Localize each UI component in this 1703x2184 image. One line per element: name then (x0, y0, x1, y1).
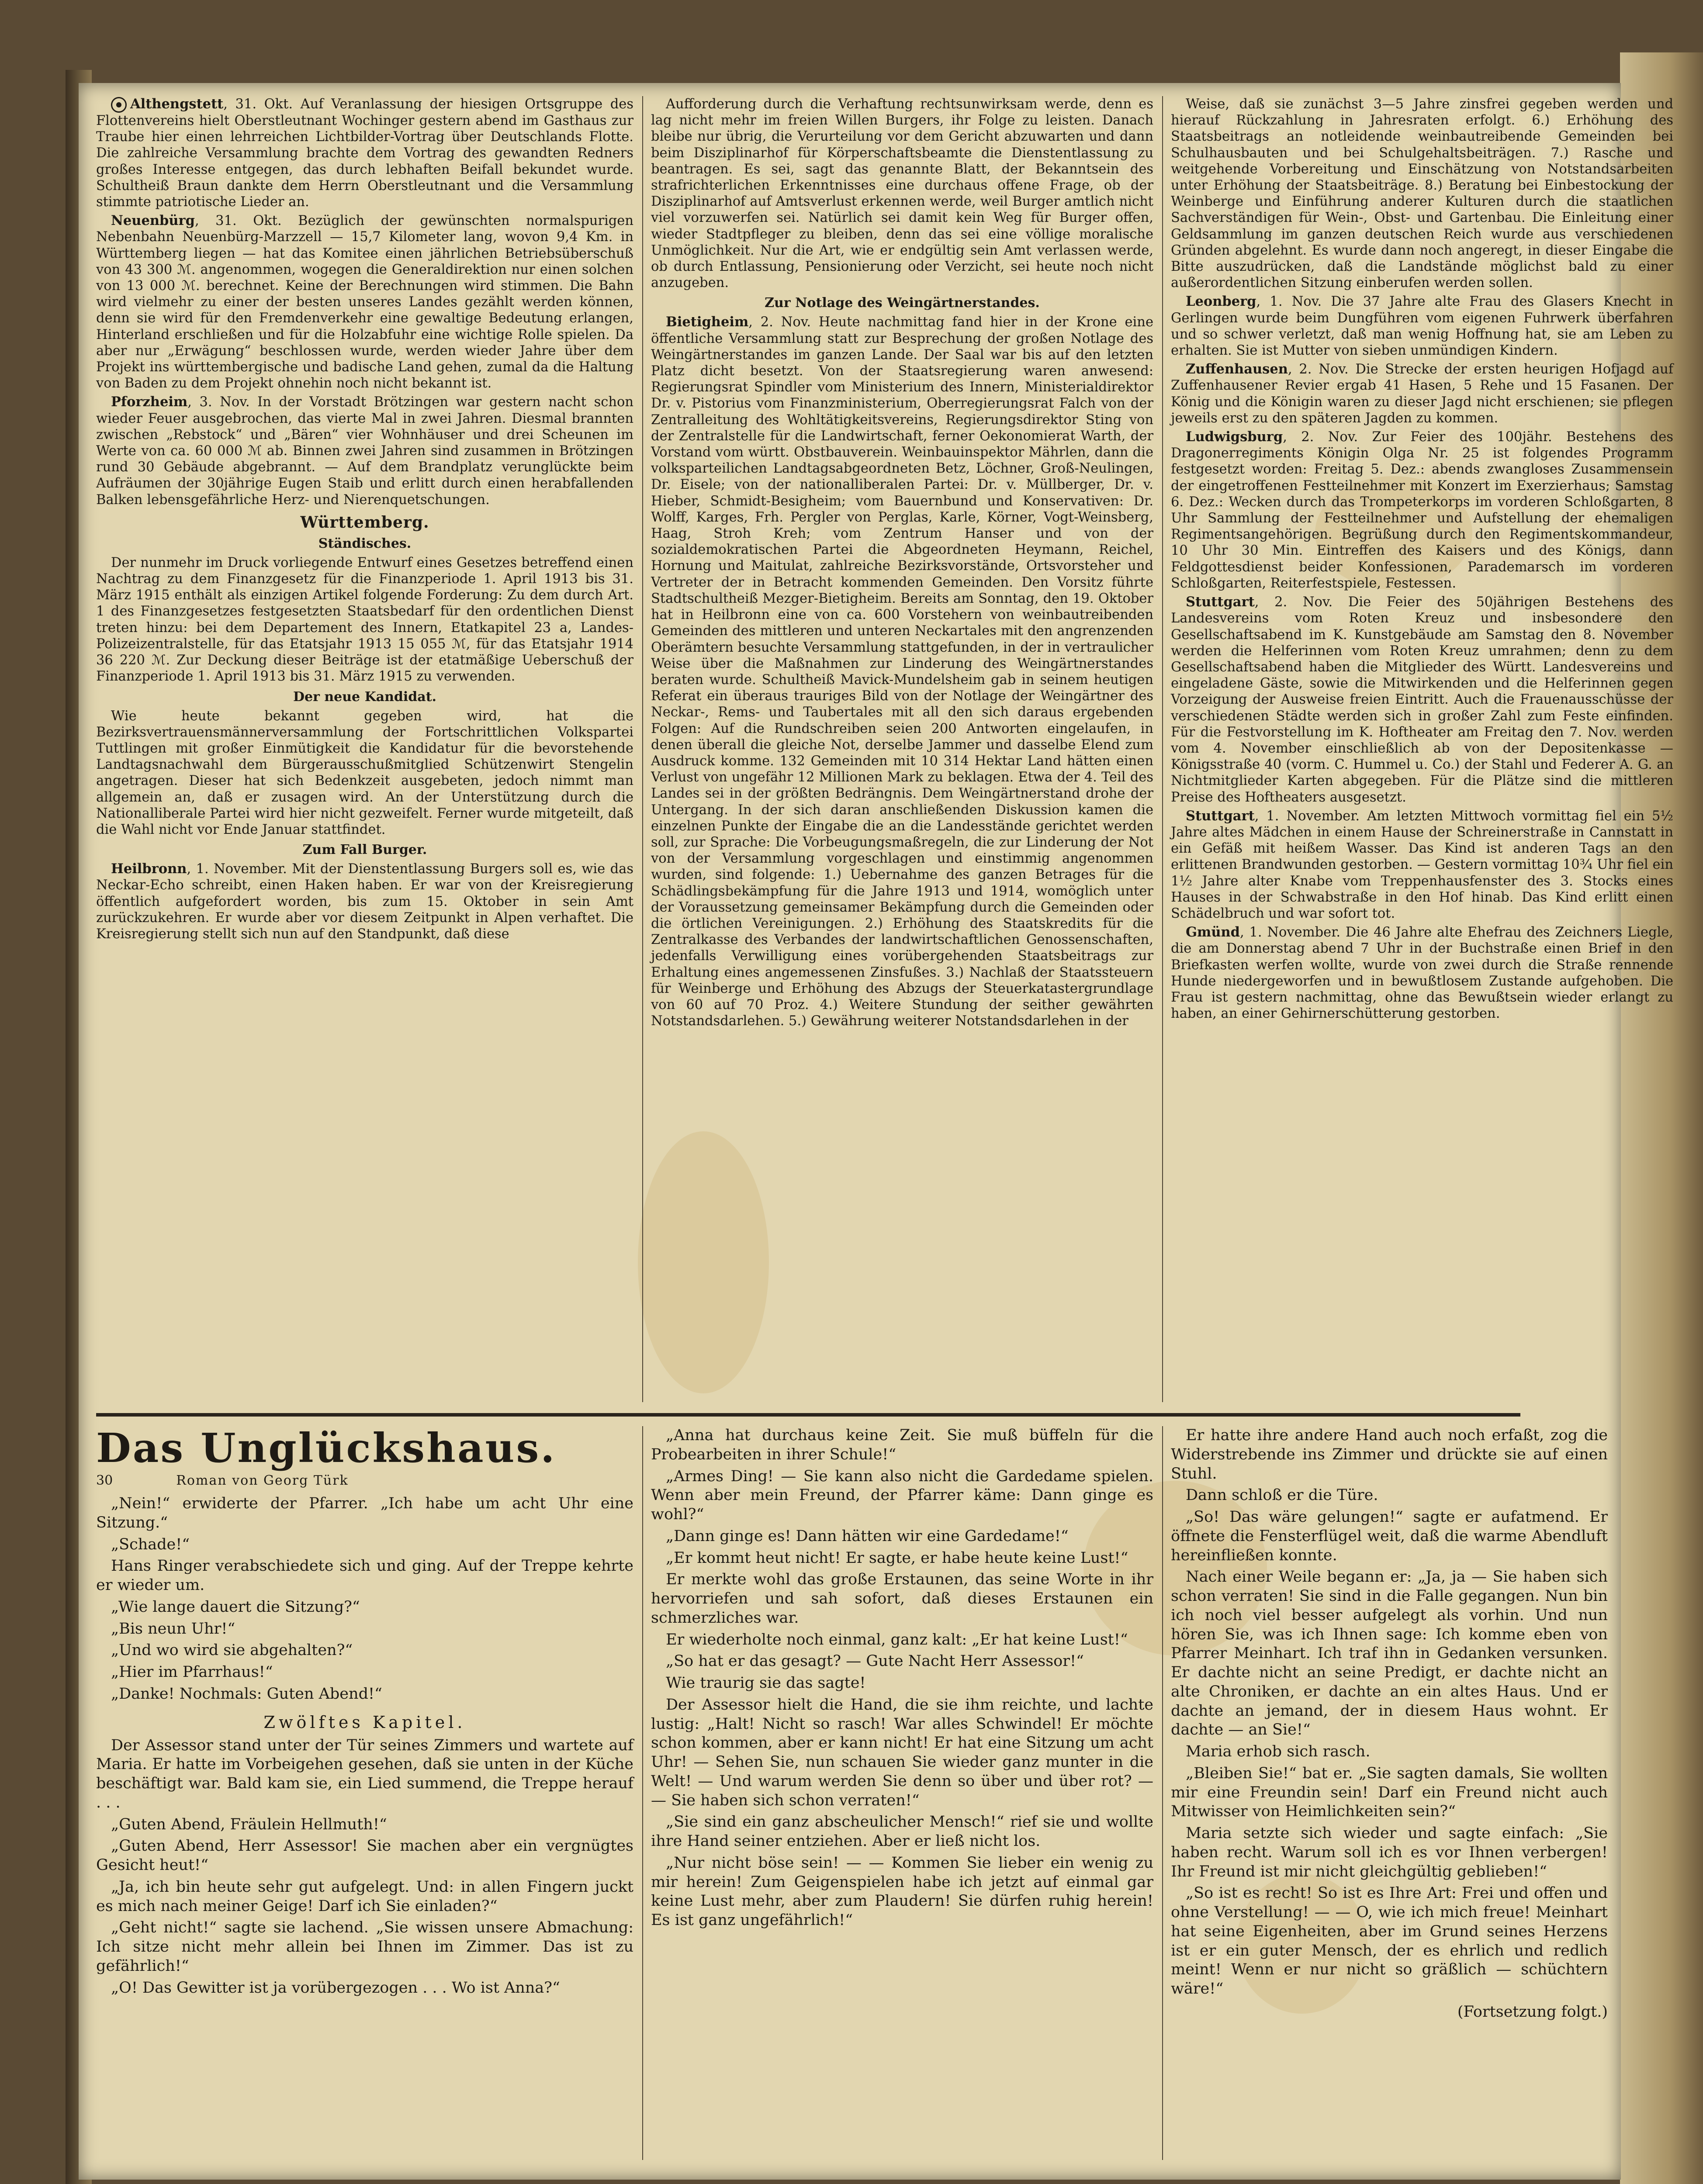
column-rule (1162, 96, 1163, 1402)
news-text: , 2. Nov. Die Feier des 50jährigen Bestehens des Landesvereins vom Roten Kreuz und insbesondere den Gesellschaftsabend im K. Kunstgebäude am Samstag den 8. November werden die Helferinnen vom Roten Kreuz umrahmen; denn zu dem Gesellschaftsabend haben die Mitglieder des Württ. Landesvereins und eingeladene Gäste, sowie die Mitwirkenden und die Helferinnen gegen Vorzeigung der Ausweise freien Eintritt. Auch die Frauenausschüsse der verschiedenen Städte werden sich in großer Zahl zum Feste einfinden. Für die Festvorstellung im K. Hoftheater am Freitag den 7. Nov. werden vom 4. November einschließlich ab von der Depositenkasse — Königsstraße 40 (vorm. C. Hummel u. Co.) der Stahl und Federer A. G. an Nichtmitglieder Karten abgegeben. Für die Plätze sind die mittleren Preise des Hoftheaters ausgesetzt. (1171, 594, 1673, 805)
news-item: Der nunmehr im Druck vorliegende Entwurf eines Gesetzes betreffend einen Nachtrag zu dem Finanzgesetz für die Finanzperiode 1. April 1913 bis 31. März 1915 enthält als einzigen Artikel folgende Forderung: Zu dem durch Art. 1 des Finanzgesetzes festgesetzten Staatsbedarf für den ordentlichen Dienst treten hinzu: bei dem Departement des Innern, Etatkapitel 23 a, Landes-Polizeizentralstelle, für das Etatsjahr 1913 15 055 ℳ, für das Etatsjahr 1914 36 220 ℳ. Zur Deckung dieser Beiträge ist der etatmäßige Ueberschuß der Finanzperiode 1. April 1913 bis 31. März 1915 zu verwenden. (96, 555, 633, 684)
newspaper-page (79, 83, 1673, 2180)
news-item: Aufforderung durch die Verhaftung rechtsunwirksam werde, denn es lag nicht mehr im freien Willen Burgers, ihr Folge zu leisten. Danach bleibe nur übrig, die Verurteilung vor dem Gericht abzuwarten und dann beim Disziplinarhof für Körperschaftsbeamte die Dienstentlassung zu beantragen. Es sei, sagt das genannte Blatt, der Bekanntsein des strafrichterlichen Erkenntnisses eine durchaus offene Frage, ob der Disziplinarhof auf Amtsverlust erkennen werde, weil Burger amtlich nicht viel vorzuwerfen sei. Natürlich sei damit kein Weg für Burger offen, wieder Stadtpfleger zu bleiben, denn das sei eine völlige moralische Unmöglichkeit. Nur die Art, wie er endgültig sein Amt verlassen werde, ob durch Entlassung, Pensionierung oder Verzicht, sei heute noch nicht anzugeben. (651, 97, 1153, 291)
place-name: Heilbronn (111, 861, 187, 877)
story-paragraph: „Nein!“ erwiderte der Pfarrer. „Ich habe um acht Uhr eine Sitzung.“ (96, 1495, 633, 1531)
story-paragraph: „Armes Ding! — Sie kann also nicht die Gardedame spielen. Wenn aber mein Freund, der Pfarrer käme: Dann ginge es wohl?“ (651, 1467, 1153, 1523)
place-name: Leonberg (1186, 294, 1256, 310)
story-paragraph: Wie traurig sie das sagte! (666, 1674, 866, 1692)
news-text: , 1. November. Am letzten Mittwoch vormittag fiel ein 5½ Jahre altes Mädchen in einem Hause der Schreinerstraße in Cannstatt in ein Gefäß mit heißem Wasser. Das Kind ist anderen Tags an den erlittenen Brandwunden gestorben. — Gestern vormittag 10¾ Uhr fiel ein 1½ Jahre alter Knabe vom Treppenhausfenster des 3. Stocks eines Hauses in der Schwabstraße in den Hof hinab. Das Kind erlitt einen Schädelbruch und war sofort tot. (1171, 808, 1673, 921)
news-item (1171, 429, 1673, 591)
place-name: Stuttgart (1186, 808, 1255, 824)
story-paragraph: „Hier im Pfarrhaus!“ (111, 1663, 273, 1681)
story-paragraph: „Geht nicht!“ sagte sie lachend. „Sie wissen unsere Abmachung: Ich sitze nicht mehr allein bei Ihnen im Zimmer. Das ist zu gefährlich!“ (96, 1919, 633, 1975)
column-rule (642, 96, 643, 1402)
news-item (1171, 361, 1673, 426)
column-rule (642, 1426, 643, 2160)
news-item (1171, 808, 1673, 922)
story-paragraph: „So ist es recht! So ist es Ihre Art: Frei und offen und ohne Verstellung! — — O, wie ich mich freue! Meinhart hat seine Eigenheiten, aber im Grund seines Herzens ist er ein guter Mensch, der es ehrlich und redlich meint! Wenn er nur nicht so gräßlich — schüchtern wäre!“ (1171, 1884, 1608, 1997)
continuation-note: (Fortsetzung folgt.) (1457, 2003, 1608, 2021)
news-item (96, 394, 633, 508)
news-item (96, 96, 633, 210)
news-item (1171, 96, 1673, 291)
section-heading: Württemberg. (300, 513, 429, 532)
story-paragraph: „Nur nicht böse sein! — — Kommen Sie lieber ein wenig zu mir herein! Zum Geigenspielen habe ich jetzt auf einmal gar keine Lust mehr, aber zum Plaudern! Sie dürfen ruhig herein! Es ist ganz ungefährlich!“ (651, 1854, 1153, 1929)
story-paragraph: Nach einer Weile begann er: „Ja, ja — Sie haben sich schon verraten! Sie sind in die Falle gegangen. Nun bin ich noch viel besser aufgelegt als vorhin. Und nun hören Sie, was ich Ihnen sage: Ich komme eben von Pfarrer Meinhart. Ich traf ihn in Gedanken versunken. Er dachte nicht an seine Predigt, er dachte nicht an alte Chroniken, er dachte an ein altes Haus. Und er dachte an jemand, der in diesem Haus wohnt. Er dachte — an Sie!“ (1171, 1568, 1608, 1739)
installment-number: 30 (96, 1473, 113, 1489)
news-column-1 (96, 96, 633, 1406)
news-item (1171, 294, 1673, 359)
story-paragraph: „Ja, ich bin heute sehr gut aufgelegt. Und: in allen Fingern juckt es mich nach meiner Geige! Darf ich Sie einladen?“ (96, 1878, 633, 1915)
news-text: , 3. Nov. In der Vorstadt Brötzingen war gestern nacht schon wieder Feuer ausgebrochen, das vierte Mal in zwei Jahren. Diesmal brannten zwischen „Rebstock“ und „Bären“ vier Wohnhäuser und drei Scheunen im Werte von ca. 60 000 ℳ ab. Binnen zwei Jahren sind zusammen in Brötzingen rund 30 Gebäude abgebrannt. — Auf dem Brandplatz verunglückte beim Aufräumen der 30jährige Eugen Staib und erlitt durch einen herabfallenden Balken lebensgefährliche Herz- und Nierenquetschungen. (96, 394, 633, 508)
place-name: Ludwigsburg (1186, 429, 1283, 445)
story-paragraph: „Dann ginge es! Dann hätten wir eine Gardedame!“ (666, 1527, 1069, 1545)
story-paragraph: Der Assessor hielt die Hand, die sie ihm reichte, und lachte lustig: „Halt! Nicht so rasch! War alles Schwindel! Er möchte schon kommen, aber er kann nicht! Er hat eine Sitzung um acht Uhr! — Sehen Sie, nun schauen Sie wieder ganz munter in die Welt! — Und warum werden Sie denn so über und über rot? — — Sie haben sich schon verraten!“ (651, 1696, 1153, 1809)
story-paragraph: „Guten Abend, Herr Assessor! Sie machen aber ein vergnügtes Gesicht heut!“ (96, 1837, 633, 1874)
news-item (96, 861, 633, 942)
place-name: Gmünd (1186, 924, 1240, 940)
story-column-2 (651, 1426, 1153, 2160)
story-paragraph: „Danke! Nochmals: Guten Abend!“ (111, 1685, 382, 1703)
story-paragraph: „Und wo wird sie abgehalten?“ (111, 1641, 353, 1659)
bullet-icon (111, 97, 127, 113)
story-paragraph: „So! Das wäre gelungen!“ sagte er aufatmend. Er öffnete die Fensterflügel weit, daß die warme Abendluft hereinfließen konnte. (1171, 1508, 1608, 1564)
place-name: Neuenbürg (111, 213, 195, 229)
story-paragraph: „O! Das Gewitter ist ja vorübergezogen . . . Wo ist Anna?“ (111, 1979, 560, 1997)
news-column-2 (651, 96, 1153, 1406)
news-item (1171, 924, 1673, 1022)
news-text: , 2. Nov. Zur Feier des 100jähr. Bestehens des Dragonerregiments Königin Olga Nr. 25 ist folgendes Programm festgesetzt worden: Freitag 5. Dez.: abends zwangloses Zusammensein der eingetroffenen Festteilnehmer mit Konzert im Exerzierhaus; Samstag 6. Dez.: Wecken durch das Trompeterkorps im vorderen Schloßgarten, 8 Uhr Sammlung der Festteilnehmer und Aufstellung der ehemaligen Regimentsangehörigen. Begrüßung durch den Regimentskommandeur, 10 Uhr 30 Min. Eintreffen des Kaisers und des Königs, dann Feldgottesdienst beider Konfessionen, Parademarsch im vorderen Schloßgarten, Reiterfestspiele, Festessen. (1171, 429, 1673, 591)
story-paragraph: Hans Ringer verabschiedete sich und ging. Auf der Treppe kehrte er wieder um. (96, 1557, 633, 1594)
news-text: , 2. Nov. Heute nachmittag fand hier in der Krone eine öffentliche Versammlung statt zur Besprechung der großen Notlage des Weingärtnerstandes im ganzen Lande. Der Saal war bis auf den letzten Platz dicht besetzt. Von der Staatsregierung waren anwesend: Regierungsrat Spindler vom Ministerium des Innern, Ministerialdirektor Dr. v. Pistorius vom Finanzministerium, Oberregierungsrat Falch von der Zentralleitung des Wohltätigkeitsvereins, Regierungsdirektor Sting von der Zentralstelle für die Landwirtschaft, ferner Oekonomierat Warth, der Vorstand vom württ. Obstbauverein. Weinbauinspektor Mährlen, dann die volksparteilichen Landtagsabgeordneten Betz, Löchner, Groß-Neulingen, Dr. Eisele; von der nationalliberalen Partei: Dr. v. Müllberger, Dr. v. Hieber, Schmidt-Besigheim; vom Bauernbund und Konservativen: Dr. Wolff, Karges, Frh. Pergler von Perglas, Karle, Körner, Vogt-Weinsberg, Haag, Stroh Kreh; vom Zentrum Hanser und von der sozialdemokratischen Partei die Abgeordneten Heymann, Reichel, Hornung und Maitulat, zahlreiche Bezirksvorstände, Ortsvorsteher und Vertreter der in Betracht kommenden Gemeinden. Den Vorsitz führte Stadtschultheiß Mezger-Bietigheim. Bereits am Sonntag, den 19. Oktober hat in Heilbronn eine von ca. 600 Vorstehern von weinbautreibenden Gemeinden des mittleren und unteren Neckartales mit den angrenzenden Oberämtern besuchte Versammlung stattgefunden, in der in vertraulicher Weise über die Maßnahmen zur Linderung des Weingärtnerstandes beraten wurde. Schultheiß Mavick-Mundelsheim gab in seinem heutigen Referat ein überaus trauriges Bild von der Notlage der Weingärtner des Neckar-, Rems- und Taubertales mit all den sich daraus ergebenden Folgen: Auf die Rundschreiben seien 200 Antworten eingelaufen, in denen überall die gleiche Not, derselbe Jammer und dasselbe Elend zum Ausdruck komme. 132 Gemeinden mit 10 314 Hektar Land hätten einen Verlust von ungefähr 12 Millionen Mark zu beklagen. Etwa der 4. Teil des Landes sei in der größten Bedrängnis. Dem Weingärtnerstand drohe der Untergang. In der sich daran anschließenden Diskussion kamen die einzelnen Punkte der Eingabe die an die Landesstände gerichtet werden soll, zur Sprache: Die Vorbeugungsmaßregeln, die zur Linderung der Not von der Versammlung vorgeschlagen und einstimmig angenommen wurden, sind folgende: 1.) Uebernahme des ganzen Betrages für die Schädlingsbekämpfung für die Jahre 1913 und 1914, womöglich unter der Voraussetzung gemeinsamer Bekämpfung durch die Gemeinden oder die örtlichen Vereinigungen. 2.) Erhöhung des Staatskredits für die Zentralkasse des Verbandes der landwirtschaftlichen Genossenschaften, jedenfalls Verwilligung eines vorübergehenden Staatsbeitrags zur Erhaltung eines angemessenen Zinsfußes. 3.) Nachlaß der Staatssteuern für Weinberge und Erhöhung des Abzugs der Steuerkatastergrundlage von 60 auf 70 Proz. 4.) Weitere Stundung der seither gewährten Notstandsdarlehen. 5.) Gewährung weiterer Notstandsdarlehen in der (651, 314, 1153, 1029)
section-subheading: Ständisches. (318, 536, 412, 551)
story-paragraph: „So hat er das gesagt? — Gute Nacht Herr Assessor!“ (666, 1652, 1084, 1670)
chapter-heading: Zwölftes Kapitel. (263, 1712, 466, 1732)
news-item: Wie heute bekannt gegeben wird, hat die Bezirksvertrauensmännerversammlung der Fortschrittlichen Volkspartei Tuttlingen mit großer Einmütigkeit die Kandidatur für die bevorstehende Landtagsnachwahl dem Bürgerausschußmitglied Schützenwirt Stengelin angetragen. Dieser hat sich Bedenkzeit ausgebeten, jedoch nimmt man allgemein an, daß er zusagen wird. An der Unterstützung durch die Nationalliberale Partei wird hier nicht gezweifelt. Ferner wurde mitgeteilt, daß die Wahl nicht vor Ende Januar stattfindet. (96, 708, 633, 837)
place-name: Stuttgart (1186, 594, 1255, 610)
story-paragraph: „Guten Abend, Fräulein Hellmuth!“ (111, 1815, 387, 1833)
section-subheading: Zur Notlage des Weingärtnerstandes. (765, 295, 1040, 311)
story-paragraph: Dann schloß er die Türe. (1186, 1486, 1378, 1504)
story-paragraph: Maria erhob sich rasch. (1186, 1743, 1371, 1760)
story-title: Das Unglückshaus. (96, 1424, 557, 1472)
news-text: , 2. Nov. Die Strecke der ersten heurigen Hofjagd auf Zuffenhausener Revier ergab 41 Hasen, 5 Rehe und 15 Fasanen. Der König und die Königin waren zu dieser Jagd nicht erschienen; sie pflegen jeweils erst zu den späteren Jagden zu kommen. (1171, 362, 1673, 426)
story-paragraph: Maria setzte sich wieder und sagte einfach: „Sie haben recht. Warum soll ich es vor Ihnen verbergen! Ihr Freund ist mir nicht gleichgültig geblieben!“ (1171, 1825, 1608, 1880)
news-text: , 1. November. Die 46 Jahre alte Ehefrau des Zeichners Liegle, die am Donnerstag abend 7 Uhr in der Buchstraße einen Brief in den Briefkasten werfen wollte, wurde von zwei durch die Straße rennende Hunde niedergeworfen und in bewußtlosem Zustande aufgehoben. Die Frau ist gestern nachmittag, ohne das Bewußtsein wieder erlangt zu haben, an einer Gehirnerschütterung gestorben. (1171, 925, 1673, 1022)
news-item (96, 213, 633, 391)
story-paragraph: „Sie sind ein ganz abscheulicher Mensch!“ rief sie und wollte ihre Hand seiner entziehen. Aber er ließ nicht los. (651, 1813, 1153, 1850)
story-column-3 (1171, 1426, 1608, 2160)
news-text: , 31. Okt. Bezüglich der gewünschten normalspurigen Nebenbahn Neuenbürg-Marzzell — 15,7 Kilometer lang, wovon 9,4 Km. in Württemberg liegen — hat das Komitee einen jährlichen Betriebsüberschuß von 43 300 ℳ. angenommen, wogegen die Generaldirektion nur einen solchen von 13 000 ℳ. berechnet. Keine der Berechnungen wird stimmen. Die Bahn wird vielmehr zu einer der besten unseres Landes gezählt werden können, denn sie wird für den Fremdenverkehr eine gewaltige Bedeutung erlangen, Hinterland erschließen und für die Holzabfuhr eine wichtige Rolle spielen. Da aber nur „Erwägung“ beschlossen wurde, werden wieder Jahre über dem Projekt ins württembergische und badische Land gehen, zumal da die Haltung von Baden zu dem Projekt ohnehin noch nicht bekannt ist. (96, 213, 633, 391)
story-paragraph: Er merkte wohl das große Erstaunen, das seine Worte in ihr hervorriefen und sah sofort, daß dieses Erstaunen ein schmerzliches war. (651, 1571, 1153, 1627)
news-item (1171, 594, 1673, 805)
place-name: Althengstett (130, 96, 224, 112)
story-paragraph: „Bis neun Uhr!“ (111, 1620, 235, 1638)
news-column-3 (1171, 96, 1673, 1406)
story-byline (96, 1473, 633, 1488)
story-paragraph: „Anna hat durchaus keine Zeit. Sie muß büffeln für die Probearbeiten in ihrer Schule!“ (651, 1427, 1153, 1463)
news-text: Weise, daß sie zunächst 3—5 Jahre zinsfrei gegeben werden und hierauf Rückzahlung in Jahresraten erfolgt. 6.) Erhöhung des Staatsbeitrags an notleidende weinbautreibende Gemeinden bei Schulhausbauten und bei Schulgehaltsbeiträgen. 7.) Rasche und weitgehende Vorbereitung und Einschätzung von Notstandsarbeiten unter Erhöhung der Staatsbeiträge. 8.) Beratung bei Einbestockung der Weinberge und Einführung anderer Kulturen durch die staatlichen Sachverständigen für Wein-, Obst- und Gartenbau. Die Einleitung einer Geldsammlung im ganzen deutschen Reich wurde aus verschiedenen Gründen abgelehnt. Es wurde dann noch angeregt, in dieser Eingabe die Bitte auszudrücken, daß die Landstände möglichst bald zu einer außerordentlichen Sitzung einberufen werden sollen. (1171, 97, 1673, 291)
story-paragraph: Der Assessor stand unter der Tür seines Zimmers und wartete auf Maria. Er hatte im Vorbeigehen gesehen, daß sie unten in der Küche beschäftigt war. Bald kam sie, ein Lied summend, die Treppe herauf . . . (96, 1736, 633, 1811)
section-subheading: Zum Fall Burger. (302, 842, 427, 858)
place-name: Pforzheim (111, 394, 188, 410)
column-rule (1162, 1426, 1163, 2160)
story-column-1 (96, 1426, 633, 2160)
story-author: Roman von Georg Türk (176, 1473, 349, 1489)
section-subheading: Der neue Kandidat. (293, 689, 436, 705)
news-text: , 1. Nov. Die 37 Jahre alte Frau des Glasers Knecht in Gerlingen wurde beim Dungführen vom eigenen Fuhrwerk überfahren und so schwer verletzt, daß man wenig Hoffnung hat, sie am Leben zu erhalten. Sie ist Mutter von sieben unmündigen Kindern. (1171, 294, 1673, 359)
story-paragraph: „Wie lange dauert die Sitzung?“ (111, 1598, 360, 1616)
story-paragraph: Er hatte ihre andere Hand auch noch erfaßt, zog die Widerstrebende ins Zimmer und drückte sie auf einen Stuhl. (1171, 1427, 1608, 1482)
news-text: , 1. November. Mit der Dienstentlassung Burgers soll es, wie das Neckar-Echo schreibt, einen Haken haben. Er war von der Kreisregierung öffentlich aufgefordert worden, bis zum 15. Oktober in sein Amt zurückzukehren. Er wurde aber vor diesem Zeitpunkt in Alpen verhaftet. Die Kreisregierung stellt sich nun auf den Standpunkt, daß diese (96, 861, 633, 942)
story-paragraph: Er wiederholte noch einmal, ganz kalt: „Er hat keine Lust!“ (666, 1631, 1128, 1648)
news-item (651, 314, 1153, 1029)
place-name: Zuffenhausen (1186, 361, 1288, 377)
news-text: , 31. Okt. Auf Veranlassung der hiesigen Ortsgruppe des Flottenvereins hielt Oberstleutnant Wochinger gestern abend im Gasthaus zur Traube hier einen lehrreichen Lichtbilder-Vortrag über Deutschlands Flotte. Die zahlreiche Versammlung brachte dem Vortrag des gewandten Redners großes Interesse entgegen, das durch lebhaften Beifall bekundet wurde. Schultheiß Braun dankte dem Herrn Oberstleutnant und die Versammlung stimmte patriotische Lieder an. (96, 97, 633, 210)
story-paragraph: „Er kommt heut nicht! Er sagte, er habe heute keine Lust!“ (666, 1549, 1128, 1567)
story-paragraph: „Schade!“ (111, 1535, 190, 1553)
story-paragraph: „Bleiben Sie!“ bat er. „Sie sagten damals, Sie wollten mir eine Freundin sein! Darf ein Freund nicht auch Mitwisser von Heimlichkeiten sein?“ (1171, 1764, 1608, 1821)
section-divider (96, 1413, 1520, 1417)
place-name: Bietigheim (666, 314, 749, 330)
